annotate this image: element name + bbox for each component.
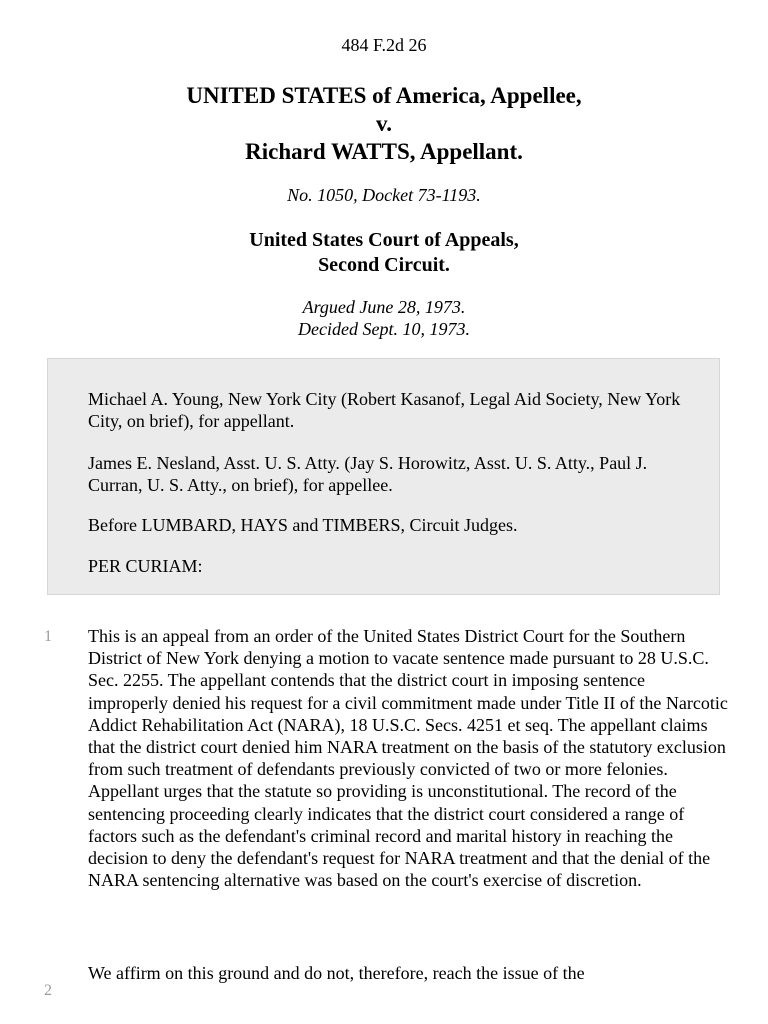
opinion-paragraph: This is an appeal from an order of the United States District Court for the Southern District of New York denying a motion to vacate sentence made pursuant to 28 U.S.C. Sec. 2255. The appellant contends that the district court in imposing sentence improperly denied his request for a civil commitment made under Title II of the Narcotic Addict Rehabilitation Act (NARA), 18 U.S.C. Secs. 4251 et seq. The appellant claims that the district court denied him NARA treatment on the basis of the statutory exclusion from such treatment of defendants previously convicted of two or more felonies. Appellant urges that the statute so providing is unconstitutional. The record of the sentencing proceeding clearly indicates that the district court considered a range of factors such as the defendant's criminal record and marital history in reaching the decision to deny the defendant's request for NARA treatment and that the denial of the NARA sentencing alternative was based on the court's exercise of discretion. (88, 626, 728, 891)
case-dates (0, 296, 768, 340)
bench-judges: Before LUMBARD, HAYS and TIMBERS, Circuit Judges. (88, 515, 518, 535)
counsel-panel (47, 358, 720, 595)
caption-versus: v. (376, 111, 392, 136)
court-name-line2: Second Circuit. (318, 254, 450, 276)
appellee-counsel: James E. Nesland, Asst. U. S. Atty. (Jay S. Horowitz, Asst. U. S. Atty., Paul J. Curran, U. S. Atty., on brief), for appellee. (88, 453, 648, 495)
per-curiam-label: PER CURIAM: (88, 556, 203, 576)
caption-appellee: UNITED STATES of America, Appellee, (186, 83, 582, 108)
case-citation: 484 F.2d 26 (341, 35, 427, 55)
paragraph-number: 2 (44, 982, 52, 999)
case-caption (0, 82, 768, 166)
argued-date: Argued June 28, 1973. (302, 297, 466, 317)
caption-appellant: Richard WATTS, Appellant. (245, 139, 523, 164)
court-name-line1: United States Court of Appeals, (249, 229, 519, 251)
docket-number: No. 1050, Docket 73-1193. (287, 185, 481, 205)
court-name (0, 228, 768, 278)
paragraph-number: 1 (44, 628, 52, 645)
decided-date: Decided Sept. 10, 1973. (298, 319, 470, 339)
appellant-counsel: Michael A. Young, New York City (Robert Kasanof, Legal Aid Society, New York City, on brief), for appellant. (88, 389, 681, 431)
opinion-paragraph: We affirm on this ground and do not, therefore, reach the issue of the (88, 963, 585, 983)
